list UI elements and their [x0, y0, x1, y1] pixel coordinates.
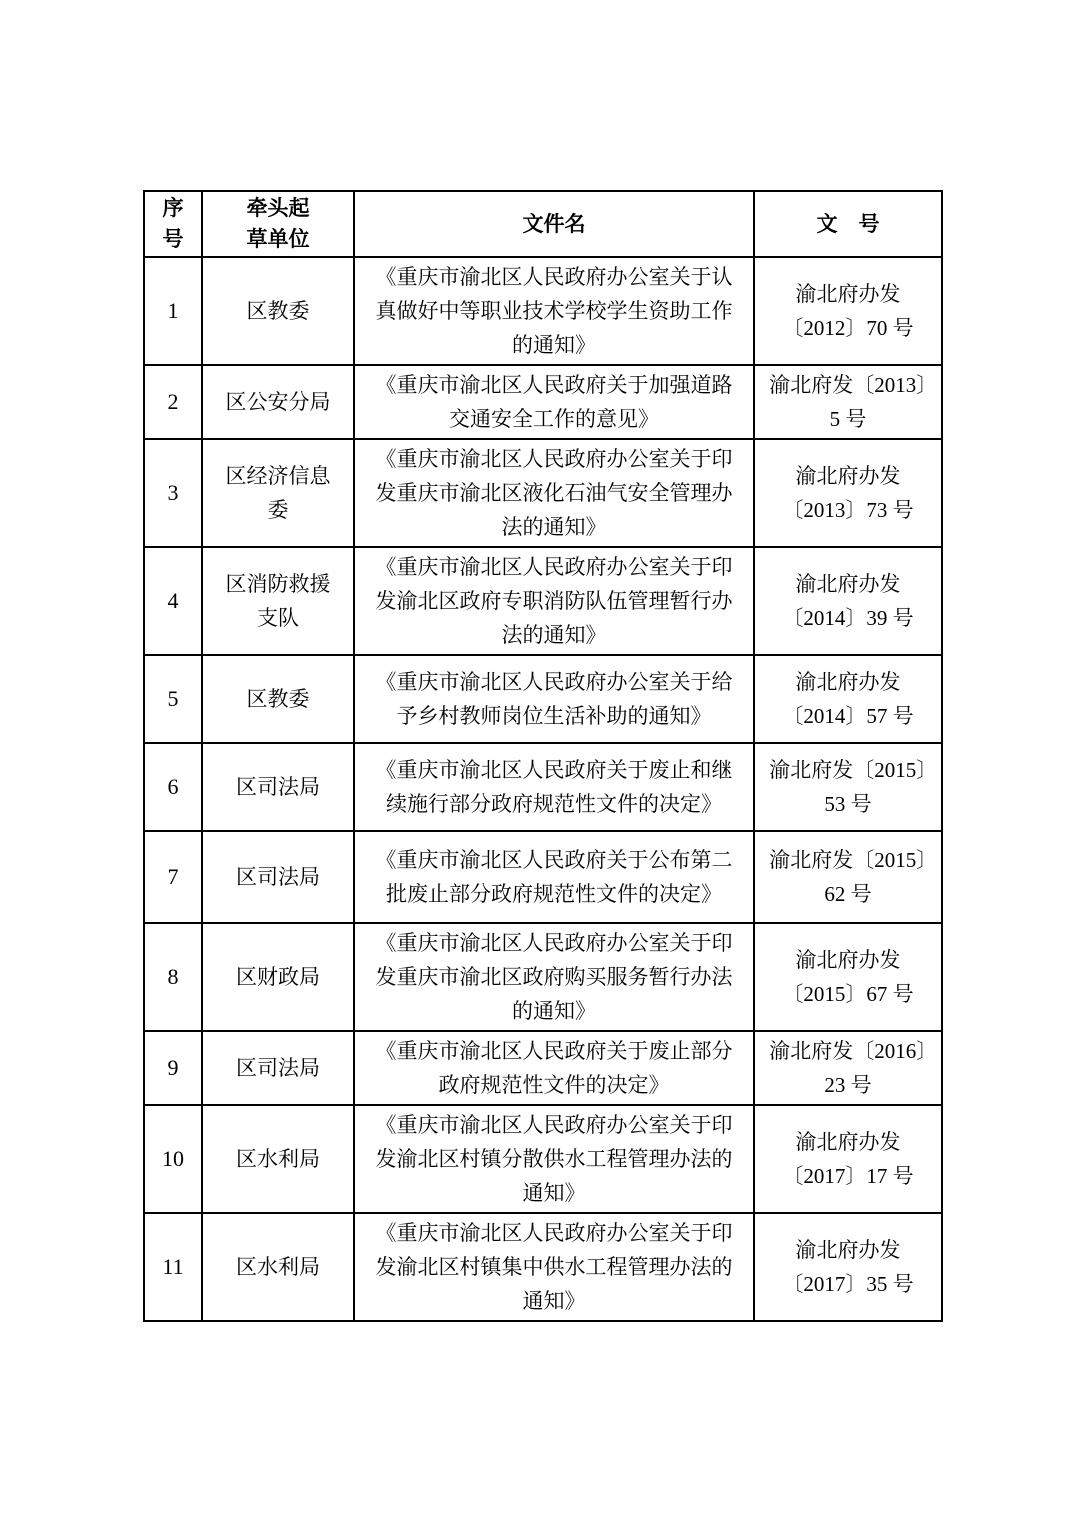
row-index-cell: 2 — [144, 365, 202, 439]
doc-no-cell: 渝北府办发〔2014〕39 号 — [754, 547, 942, 655]
unit-cell: 区司法局 — [202, 1031, 354, 1105]
documents-table — [143, 190, 943, 1322]
doc-no-cell: 渝北府发〔2013〕5 号 — [754, 365, 942, 439]
doc-no-cell: 渝北府发〔2016〕23 号 — [754, 1031, 942, 1105]
row-index-cell: 3 — [144, 439, 202, 547]
table-row — [144, 923, 942, 1031]
title-cell: 《重庆市渝北区人民政府办公室关于印发渝北区村镇集中供水工程管理办法的通知》 — [354, 1213, 754, 1321]
unit-cell: 区教委 — [202, 655, 354, 743]
table-row — [144, 1213, 942, 1321]
table-row — [144, 547, 942, 655]
doc-no-cell: 渝北府办发〔2013〕73 号 — [754, 439, 942, 547]
doc-no-cell: 渝北府办发〔2015〕67 号 — [754, 923, 942, 1031]
title-cell: 《重庆市渝北区人民政府办公室关于印发重庆市渝北区政府购买服务暂行办法的通知》 — [354, 923, 754, 1031]
table-row — [144, 655, 942, 743]
title-cell: 《重庆市渝北区人民政府办公室关于印发渝北区村镇分散供水工程管理办法的通知》 — [354, 1105, 754, 1213]
title-cell: 《重庆市渝北区人民政府关于公布第二批废止部分政府规范性文件的决定》 — [354, 831, 754, 923]
title-cell: 《重庆市渝北区人民政府关于加强道路交通安全工作的意见》 — [354, 365, 754, 439]
table-row — [144, 1105, 942, 1213]
table-row — [144, 257, 942, 365]
unit-cell: 区财政局 — [202, 923, 354, 1031]
column-header-index-line1: 序 — [162, 197, 184, 220]
doc-no-cell: 渝北府办发〔2012〕70 号 — [754, 257, 942, 365]
table-row — [144, 743, 942, 831]
unit-cell: 区司法局 — [202, 743, 354, 831]
row-index-cell: 1 — [144, 257, 202, 365]
unit-cell: 区公安分局 — [202, 365, 354, 439]
column-header-index-line2: 号 — [162, 228, 184, 251]
unit-cell: 区水利局 — [202, 1105, 354, 1213]
row-index-cell: 4 — [144, 547, 202, 655]
table-row — [144, 365, 942, 439]
unit-cell: 区消防救援支队 — [202, 547, 354, 655]
title-cell: 《重庆市渝北区人民政府关于废止部分政府规范性文件的决定》 — [354, 1031, 754, 1105]
unit-cell: 区司法局 — [202, 831, 354, 923]
column-header-title: 文件名 — [354, 191, 754, 257]
doc-no-cell: 渝北府办发〔2017〕35 号 — [754, 1213, 942, 1321]
row-index-cell: 11 — [144, 1213, 202, 1321]
column-header-unit-line2: 草单位 — [246, 228, 310, 251]
table-row — [144, 439, 942, 547]
column-header-unit-line1: 牵头起 — [246, 197, 310, 220]
title-cell: 《重庆市渝北区人民政府办公室关于给予乡村教师岗位生活补助的通知》 — [354, 655, 754, 743]
row-index-cell: 8 — [144, 923, 202, 1031]
title-cell: 《重庆市渝北区人民政府办公室关于认真做好中等职业技术学校学生资助工作的通知》 — [354, 257, 754, 365]
table-row — [144, 831, 942, 923]
unit-cell: 区水利局 — [202, 1213, 354, 1321]
row-index-cell: 5 — [144, 655, 202, 743]
title-cell: 《重庆市渝北区人民政府关于废止和继续施行部分政府规范性文件的决定》 — [354, 743, 754, 831]
unit-cell: 区经济信息委 — [202, 439, 354, 547]
title-cell: 《重庆市渝北区人民政府办公室关于印发渝北区政府专职消防队伍管理暂行办法的通知》 — [354, 547, 754, 655]
row-index-cell: 9 — [144, 1031, 202, 1105]
doc-no-cell: 渝北府发〔2015〕62 号 — [754, 831, 942, 923]
doc-no-cell: 渝北府办发〔2017〕17 号 — [754, 1105, 942, 1213]
table-header-row — [144, 191, 942, 257]
column-header-index — [144, 191, 202, 257]
title-cell: 《重庆市渝北区人民政府办公室关于印发重庆市渝北区液化石油气安全管理办法的通知》 — [354, 439, 754, 547]
column-header-unit — [202, 191, 354, 257]
row-index-cell: 6 — [144, 743, 202, 831]
row-index-cell: 7 — [144, 831, 202, 923]
unit-cell: 区教委 — [202, 257, 354, 365]
table-row — [144, 1031, 942, 1105]
doc-no-cell: 渝北府发〔2015〕53 号 — [754, 743, 942, 831]
row-index-cell: 10 — [144, 1105, 202, 1213]
column-header-doc-no: 文 号 — [754, 191, 942, 257]
doc-no-cell: 渝北府办发〔2014〕57 号 — [754, 655, 942, 743]
